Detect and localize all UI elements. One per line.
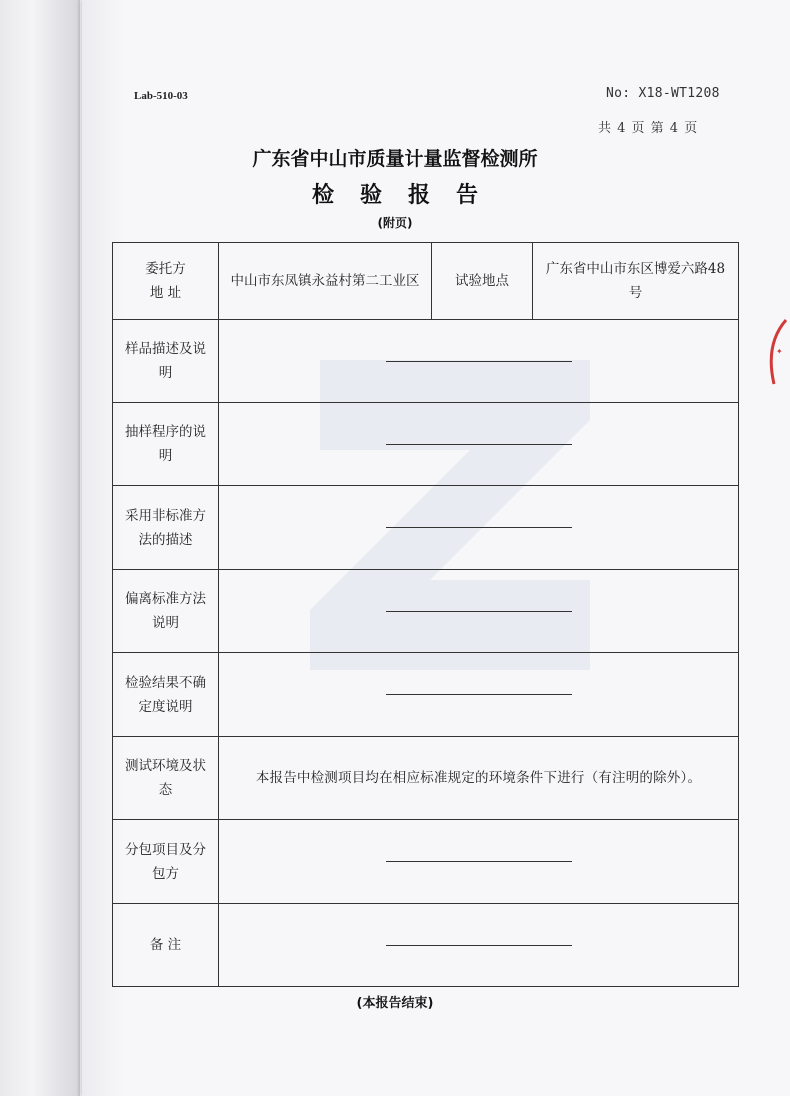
table-row bbox=[113, 653, 739, 737]
client-address-label-text: 委托方 地 址 bbox=[145, 261, 186, 301]
row-value bbox=[219, 820, 739, 904]
row-label-text: 偏离标准方法说明 bbox=[125, 591, 206, 631]
client-address-label bbox=[113, 243, 219, 320]
red-stamp-edge bbox=[762, 318, 790, 388]
table-row bbox=[113, 320, 739, 403]
blank-line bbox=[386, 361, 572, 362]
table-row bbox=[113, 486, 739, 570]
test-location-value: 广东省中山市东区博爱六路48号 bbox=[533, 243, 739, 320]
report-number: No: X18-WT1208 bbox=[606, 86, 720, 101]
row-label-text: 备 注 bbox=[149, 937, 182, 953]
blank-line bbox=[386, 444, 572, 445]
table-row bbox=[113, 403, 739, 486]
blank-line bbox=[386, 945, 572, 946]
row-value bbox=[219, 653, 739, 737]
row-label bbox=[113, 486, 219, 570]
row-value bbox=[219, 737, 739, 820]
row-label-text: 样品描述及说明 bbox=[125, 341, 206, 381]
report-rows bbox=[113, 320, 739, 987]
row-label bbox=[113, 653, 219, 737]
test-location-label: 试验地点 bbox=[432, 243, 533, 320]
end-note: (本报告结束) bbox=[356, 996, 434, 1011]
row-label-text: 测试环境及状态 bbox=[125, 758, 206, 798]
address-row bbox=[113, 243, 739, 320]
report-subtitle: (附页) bbox=[377, 216, 413, 230]
row-label bbox=[113, 403, 219, 486]
row-label-text: 抽样程序的说明 bbox=[125, 424, 206, 464]
table-row bbox=[113, 737, 739, 820]
organization-name: 广东省中山市质量计量监督检测所 bbox=[252, 148, 538, 170]
row-value bbox=[219, 904, 739, 987]
svg-text:✦: ✦ bbox=[776, 347, 783, 356]
table-row bbox=[113, 820, 739, 904]
row-label bbox=[113, 820, 219, 904]
blank-line bbox=[386, 611, 572, 612]
row-value-text: 本报告中检测项目均在相应标准规定的环境条件下进行（有注明的除外）。 bbox=[255, 770, 702, 786]
page-count: 共 4 页 第 4 页 bbox=[598, 121, 699, 136]
row-value bbox=[219, 486, 739, 570]
row-label-text: 分包项目及分包方 bbox=[125, 841, 206, 882]
client-address-value: 中山市东凤镇永益村第二工业区 bbox=[219, 243, 432, 320]
row-label bbox=[113, 737, 219, 820]
row-label-text: 采用非标准方法的描述 bbox=[125, 507, 206, 548]
lab-code: Lab-510-03 bbox=[134, 90, 188, 102]
row-value bbox=[219, 320, 739, 403]
table-row bbox=[113, 570, 739, 653]
row-label bbox=[113, 570, 219, 653]
row-label-text: 检验结果不确定度说明 bbox=[125, 674, 206, 715]
blank-line bbox=[386, 527, 572, 528]
row-value bbox=[219, 570, 739, 653]
row-label bbox=[113, 320, 219, 403]
table-row bbox=[113, 904, 739, 987]
row-label bbox=[113, 904, 219, 987]
row-value bbox=[219, 403, 739, 486]
blank-line bbox=[386, 861, 572, 862]
report-title: 检验报告 bbox=[311, 183, 504, 208]
report-table bbox=[112, 242, 739, 987]
blank-line bbox=[386, 694, 572, 695]
